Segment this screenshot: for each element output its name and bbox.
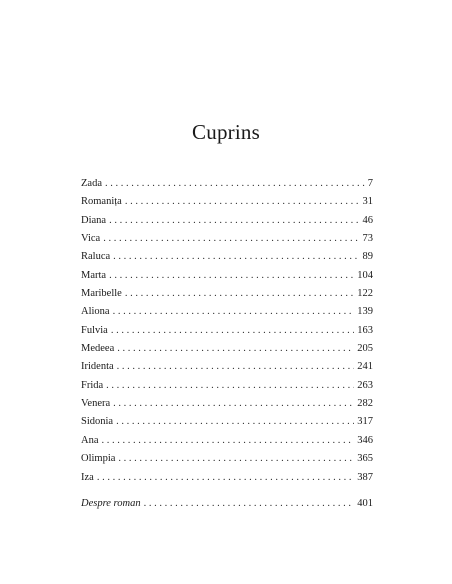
dot-leader (125, 193, 360, 211)
toc-entry (81, 377, 373, 395)
toc-entry-page: 241 (357, 361, 373, 373)
dot-leader (117, 358, 355, 376)
toc-entry-title: Marta (81, 269, 107, 281)
toc-entry-title: Despre roman (81, 497, 141, 509)
toc-entry-title: Ana (81, 434, 99, 446)
toc-entry (81, 469, 373, 487)
toc-entry-page: 205 (357, 343, 373, 355)
toc-entry-page: 104 (357, 269, 373, 281)
page-title: Cuprins (192, 120, 260, 144)
toc-entry-title: Raluca (81, 251, 111, 263)
toc-entry-title: Sidonia (81, 416, 114, 428)
toc-entry-page: 31 (362, 196, 373, 208)
toc-entry-page: 401 (357, 497, 373, 509)
dot-leader (113, 303, 355, 321)
toc-entry (81, 267, 373, 285)
toc-entry (81, 340, 373, 358)
toc-entry (81, 285, 373, 303)
table-of-contents (81, 175, 373, 513)
toc-entry-title: Vica (81, 233, 101, 245)
section-gap (81, 487, 373, 495)
toc-entry-title: Aliona (81, 306, 110, 318)
toc-entry-title: Romanița (81, 196, 122, 208)
toc-entry-page: 73 (362, 233, 373, 245)
toc-entry-page: 263 (357, 379, 373, 391)
dot-leader (113, 248, 359, 266)
dot-leader (103, 230, 359, 248)
toc-entry-page: 122 (357, 288, 373, 300)
dot-leader (125, 285, 354, 303)
toc-entry-page: 317 (357, 416, 373, 428)
toc-entry (81, 358, 373, 376)
toc-entry (81, 212, 373, 230)
dot-leader (109, 212, 359, 230)
toc-entry (81, 248, 373, 266)
toc-entry-title: Olimpia (81, 453, 116, 465)
toc-entry-page: 387 (357, 471, 373, 483)
toc-entry-page: 365 (357, 453, 373, 465)
toc-entry (81, 450, 373, 468)
dot-leader (105, 175, 365, 193)
toc-entry-title: Diana (81, 214, 107, 226)
toc-entry (81, 432, 373, 450)
toc-entry-afterword (81, 495, 373, 513)
dot-leader (113, 395, 354, 413)
toc-entry-title: Fulvia (81, 324, 108, 336)
toc-entry-page: 46 (362, 214, 373, 226)
toc-entry (81, 175, 373, 193)
toc-entry-title: Frida (81, 379, 104, 391)
dot-leader (97, 469, 354, 487)
toc-entry (81, 322, 373, 340)
toc-entry-title: Venera (81, 398, 111, 410)
toc-entry-title: Iridenta (81, 361, 114, 373)
toc-entry-title: Iza (81, 471, 94, 483)
dot-leader (109, 267, 354, 285)
dot-leader (106, 377, 354, 395)
toc-entry (81, 303, 373, 321)
toc-entry (81, 193, 373, 211)
toc-entry-title: Medeea (81, 343, 115, 355)
toc-entry-page: 89 (362, 251, 373, 263)
toc-entry-page: 7 (367, 178, 373, 189)
toc-entry (81, 230, 373, 248)
dot-leader (144, 495, 355, 513)
toc-entry-page: 282 (357, 398, 373, 410)
dot-leader (116, 413, 354, 431)
toc-entry-title: Maribelle (81, 288, 122, 300)
toc-entry-page: 163 (357, 324, 373, 336)
dot-leader (111, 322, 354, 340)
dot-leader (117, 340, 354, 358)
toc-entry-page: 139 (357, 306, 373, 318)
toc-entry-page: 346 (357, 434, 373, 446)
toc-entry (81, 413, 373, 431)
toc-entry-title: Zada (81, 178, 102, 189)
dot-leader (118, 450, 354, 468)
dot-leader (102, 432, 355, 450)
toc-entry (81, 395, 373, 413)
